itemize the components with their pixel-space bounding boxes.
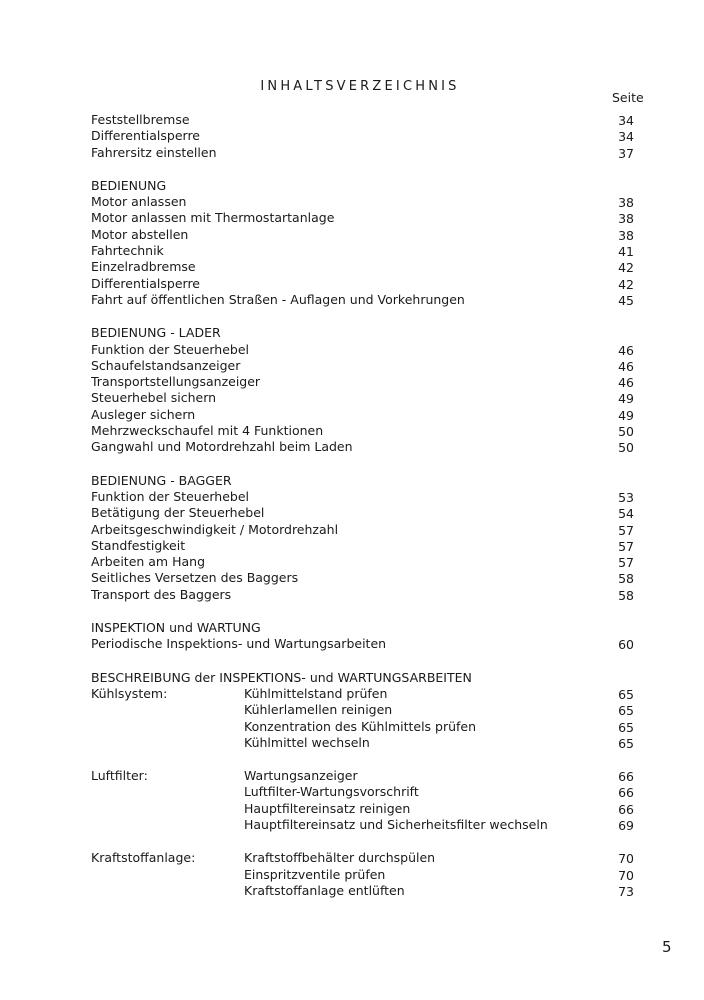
- toc-entry[interactable]: [91, 489, 644, 505]
- entry-page-number: 38: [618, 195, 634, 211]
- entry-page-number: 45: [618, 292, 634, 308]
- entry-label: Mehrzweckschaufel mit 4 Funktionen: [91, 423, 324, 439]
- entry-label: Kühlerlamellen reinigen: [244, 702, 393, 718]
- entry-page-number: 50: [618, 440, 634, 456]
- entry-page-number: 60: [618, 637, 634, 653]
- entry-label: Wartungsanzeiger: [244, 768, 358, 784]
- toc-entry[interactable]: [91, 374, 644, 390]
- entry-label: Motor anlassen mit Thermostartanlage: [91, 210, 335, 226]
- toc-entry[interactable]: [91, 227, 644, 243]
- entry-page-number: 73: [618, 883, 634, 899]
- page-column-header: Seite: [612, 90, 644, 105]
- toc-entry[interactable]: [91, 423, 644, 439]
- entry-label: Kühlmittelstand prüfen: [244, 685, 388, 701]
- toc-group: [91, 768, 644, 833]
- group-label: Kraftstoffanlage:: [91, 850, 196, 866]
- toc-entry[interactable]: [91, 390, 644, 406]
- entry-page-number: 37: [618, 145, 634, 161]
- page-number: 5: [662, 938, 672, 956]
- group-label: Kühlsystem:: [91, 685, 168, 701]
- group-label: Luftfilter:: [91, 768, 148, 784]
- entry-page-number: 65: [618, 703, 634, 719]
- toc-entry[interactable]: [91, 505, 644, 521]
- entry-page-number: 38: [618, 227, 634, 243]
- entry-page-number: 65: [618, 686, 634, 702]
- toc-entry[interactable]: [91, 570, 644, 586]
- toc-entry[interactable]: [91, 522, 644, 538]
- entry-page-number: 46: [618, 358, 634, 374]
- entry-label: Periodische Inspektions- und Wartungsarbeiten: [91, 636, 387, 652]
- toc-entry[interactable]: [91, 636, 644, 652]
- entry-page-number: 49: [618, 407, 634, 423]
- toc-entry[interactable]: [91, 883, 644, 899]
- entry-label: Transportstellungsanzeiger: [91, 374, 261, 390]
- entry-page-number: 66: [618, 785, 634, 801]
- table-of-contents: [91, 112, 644, 916]
- entry-page-number: 70: [618, 867, 634, 883]
- entry-label: Betätigung der Steuerhebel: [91, 505, 265, 521]
- toc-entry[interactable]: [91, 801, 644, 817]
- entry-page-number: 42: [618, 276, 634, 292]
- entry-page-number: 66: [618, 769, 634, 785]
- entry-label: Funktion der Steuerhebel: [91, 488, 250, 504]
- toc-entry[interactable]: [91, 850, 644, 866]
- toc-entry[interactable]: [91, 194, 644, 210]
- toc-entry[interactable]: [91, 702, 644, 718]
- entry-page-number: 65: [618, 735, 634, 751]
- entry-page-number: 69: [618, 817, 634, 833]
- section-heading: BEDIENUNG: [91, 177, 167, 193]
- entry-page-number: 58: [618, 587, 634, 603]
- entry-page-number: 57: [618, 555, 634, 571]
- toc-entry[interactable]: [91, 735, 644, 751]
- entry-page-number: 57: [618, 522, 634, 538]
- toc-entry[interactable]: [91, 342, 644, 358]
- entry-label: Hauptfiltereinsatz und Sicherheitsfilter wechseln: [244, 816, 548, 832]
- entry-page-number: 65: [618, 719, 634, 735]
- entry-page-number: 50: [618, 424, 634, 440]
- toc-entry[interactable]: [91, 439, 644, 455]
- toc-section: [91, 473, 644, 603]
- toc-entry[interactable]: [91, 784, 644, 800]
- toc-group: [91, 686, 644, 751]
- toc-entry[interactable]: [91, 686, 644, 702]
- toc-entry[interactable]: [91, 292, 644, 308]
- entry-label: Transport des Baggers: [91, 586, 232, 602]
- toc-entry[interactable]: [91, 407, 644, 423]
- entry-page-number: 38: [618, 211, 634, 227]
- toc-entry[interactable]: [91, 243, 644, 259]
- toc-entry[interactable]: [91, 276, 644, 292]
- entry-label: Ausleger sichern: [91, 406, 196, 422]
- entry-label: Konzentration des Kühlmittels prüfen: [244, 718, 477, 734]
- entry-page-number: 42: [618, 260, 634, 276]
- entry-label: Differentialsperre: [91, 275, 200, 291]
- toc-entry[interactable]: [91, 587, 644, 603]
- entry-label: Arbeiten am Hang: [91, 554, 206, 570]
- section-heading: BEDIENUNG - LADER: [91, 325, 221, 341]
- entry-label: Einspritzventile prüfen: [244, 866, 386, 882]
- entry-label: Kühlmittel wechseln: [244, 734, 370, 750]
- entry-label: Steuerhebel sichern: [91, 390, 217, 406]
- toc-entry[interactable]: [91, 817, 644, 833]
- entry-label: Fahrt auf öffentlichen Straßen - Auflagen und Vorkehrungen: [91, 291, 465, 307]
- toc-section: [91, 670, 644, 900]
- toc-entry[interactable]: [91, 259, 644, 275]
- entry-label: Kraftstoffbehälter durchspülen: [244, 850, 436, 866]
- toc-section: [91, 620, 644, 653]
- entry-label: Hauptfiltereinsatz reinigen: [244, 800, 411, 816]
- entry-page-number: 58: [618, 571, 634, 587]
- entry-label: Feststellbremse: [91, 112, 190, 127]
- toc-title: INHALTSVERZEICHNIS: [260, 79, 460, 94]
- entry-label: Motor anlassen: [91, 194, 187, 210]
- entry-label: Fahrersitz einstellen: [91, 144, 217, 160]
- entry-page-number: 41: [618, 244, 634, 260]
- entry-page-number: 46: [618, 375, 634, 391]
- entry-page-number: 46: [618, 342, 634, 358]
- toc-entry[interactable]: [91, 145, 644, 161]
- entry-label: Motor abstellen: [91, 226, 189, 242]
- section-heading: BEDIENUNG - BAGGER: [91, 472, 232, 488]
- entry-page-number: 53: [618, 489, 634, 505]
- toc-entry[interactable]: [91, 112, 644, 128]
- entry-label: Standfestigkeit: [91, 537, 186, 553]
- entry-label: Einzelradbremse: [91, 259, 196, 275]
- entry-page-number: 54: [618, 506, 634, 522]
- toc-section: [91, 112, 644, 161]
- toc-entry[interactable]: [91, 719, 644, 735]
- entry-label: Schaufelstandsanzeiger: [91, 357, 241, 373]
- entry-page-number: 34: [618, 113, 634, 128]
- toc-entry[interactable]: [91, 210, 644, 226]
- entry-page-number: 57: [618, 538, 634, 554]
- entry-label: Funktion der Steuerhebel: [91, 341, 250, 357]
- section-heading: BESCHREIBUNG der INSPEKTIONS- und WARTUNGSARBEITEN: [91, 669, 472, 685]
- entry-page-number: 70: [618, 851, 634, 867]
- toc-section: [91, 178, 644, 308]
- toc-group: [91, 850, 644, 899]
- entry-label: Seitliches Versetzen des Baggers: [91, 570, 299, 586]
- entry-label: Kraftstoffanlage entlüften: [244, 882, 405, 898]
- toc-entry[interactable]: [91, 867, 644, 883]
- entry-label: Fahrtechnik: [91, 243, 164, 259]
- entry-label: Arbeitsgeschwindigkeit / Motordrehzahl: [91, 521, 339, 537]
- entry-label: Luftfilter-Wartungsvorschrift: [244, 784, 419, 800]
- toc-entry[interactable]: [91, 554, 644, 570]
- entry-page-number: 66: [618, 801, 634, 817]
- toc-section: [91, 325, 644, 455]
- toc-entry[interactable]: [91, 128, 644, 144]
- toc-entry[interactable]: [91, 768, 644, 784]
- entry-page-number: 34: [618, 129, 634, 145]
- toc-entry[interactable]: [91, 358, 644, 374]
- entry-label: Differentialsperre: [91, 128, 200, 144]
- toc-entry[interactable]: [91, 538, 644, 554]
- entry-page-number: 49: [618, 391, 634, 407]
- section-heading: INSPEKTION und WARTUNG: [91, 620, 261, 636]
- entry-label: Gangwahl und Motordrehzahl beim Laden: [91, 439, 353, 455]
